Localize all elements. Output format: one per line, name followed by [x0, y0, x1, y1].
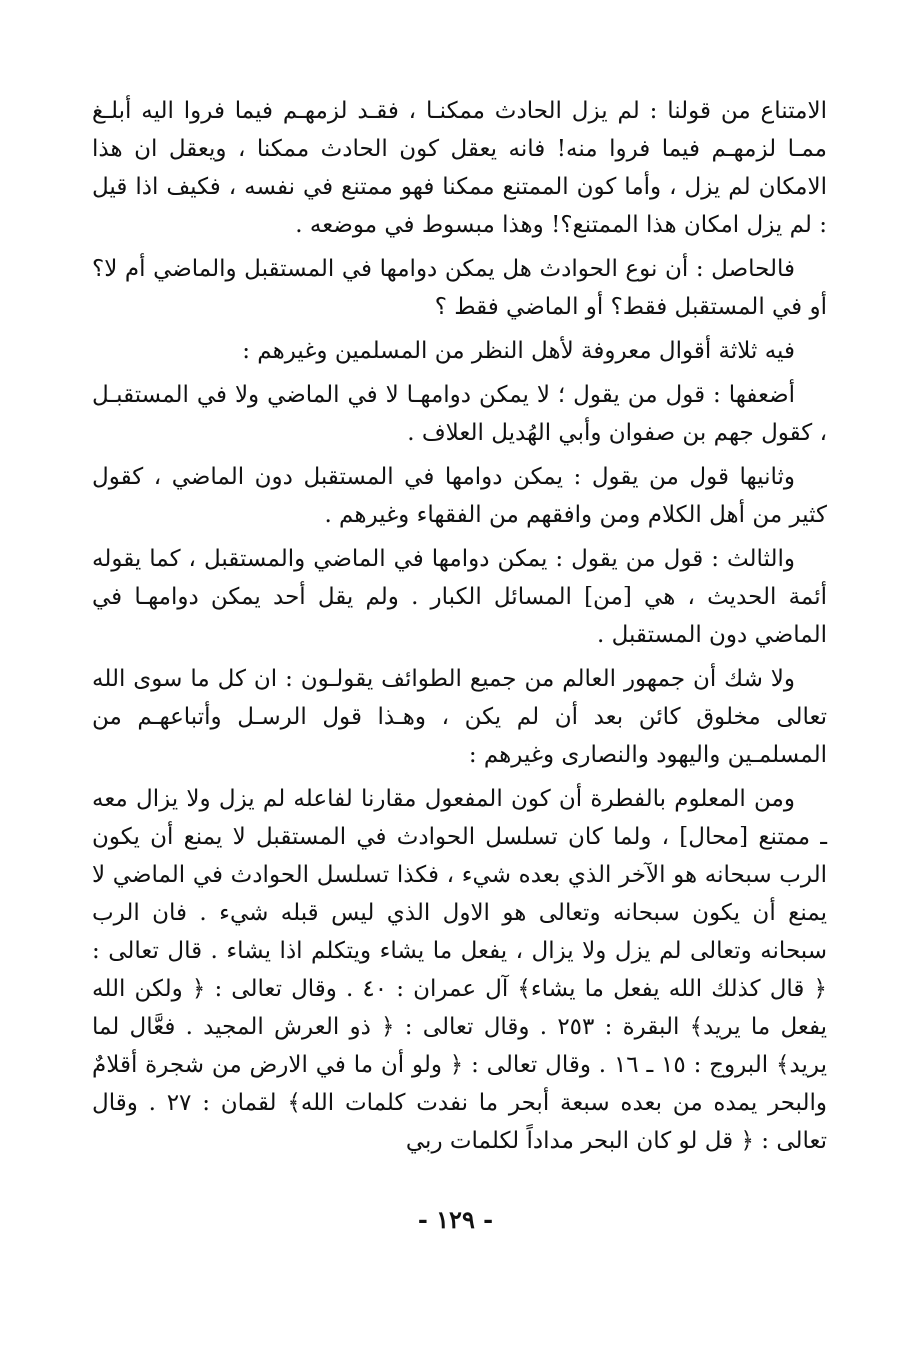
paragraph-1: الامتناع من قولنا : لم يزل الحادث ممكنـا ، فقـد لزمهـم فيما فروا اليه أبلـغ ممـا لزمهـم فيما فروا منه! فانه يعقل كون الحادث ممكنا ، ويعقل ان هذا الامكان لم يزل ، وأما كون الممتنع ممكنا فهو ممتنع في نفسه ، فكيف اذا قيل : لم يزل امكان هذا الممتنع؟! وهذا مبسوط في موضعه . [92, 98, 827, 238]
paragraph-8: ومن المعلوم بالفطرة أن كون المفعول مقارنا لفاعله لم يزل ولا يزال معه ـ ممتنع [محال] ، ولما كان تسلسل الحوادث في المستقبل لا يمنع أن يكون الرب سبحانه هو الآخر الذي بعده شيء ، فكذا تسلسل الحوادث في الماضي لا يمنع أن يكون سبحانه وتعالى هو الاول الذي ليس قبله شيء . فان الرب سبحانه وتعالى لم يزل ولا يزال ، يفعل ما يشاء ويتكلم اذا يشاء . قال تعالى : ﴿ قال كذلك الله يفعل ما يشاء﴾ آل عمران : ٤٠ . وقال تعالى : ﴿ ولكن الله يفعل ما يريد﴾ البقرة : ٢٥٣ . وقال تعالى : ﴿ ذو العرش المجيد . فعَّال لما يريد﴾ البروج : ١٥ ـ ١٦ . وقال تعالى : ﴿ ولو أن ما في الارض من شجرة أقلامٌ والبحر يمده من بعده سبعة أبحر ما نفدت كلمات الله﴾ لقمان : ٢٧ . وقال تعالى : ﴿ قل لو كان البحر مداداً لكلمات ربي [92, 786, 828, 1154]
paragraph-2: فالحاصل : أن نوع الحوادث هل يمكن دوامها في المستقبل والماضي أم لا؟ أو في المستقبل فقط؟ أو الماضي فقط ؟ [92, 256, 827, 320]
paragraph-4: أضعفها : قول من يقول ؛ لا يمكن دوامهـا لا في الماضي ولا في المستقبـل ، كقول جهم بن صفوان وأبي الهُديل العلاف . [92, 382, 827, 446]
paragraph-6: والثالث : قول من يقول : يمكن دوامها في الماضي والمستقبل ، كما يقوله أئمة الحديث ، هي [من] المسائل الكبار . ولم يقل أحد يمكن دوامهـا في الماضي دون المستقبل . [92, 546, 827, 648]
paragraph-5: وثانيها قول من يقول : يمكن دوامها في المستقبل دون الماضي ، كقول كثير من أهل الكلام ومن وافقهم من الفقهاء وغيرهم . [92, 464, 827, 528]
paragraph-3: فيه ثلاثة أقوال معروفة لأهل النظر من المسلمين وغيرهم : [242, 338, 795, 364]
page-number: - ١٢٩ - [417, 1205, 494, 1234]
body-text [92, 92, 827, 1160]
paragraph-7: ولا شك أن جمهور العالم من جميع الطوائف يقولـون : ان كل ما سوى الله تعالى مخلوق كائن بعد أن لم يكن ، وهـذا قول الرسـل وأتباعهـم من المسلمـين واليهود والنصارى وغيرهم : [92, 666, 827, 768]
